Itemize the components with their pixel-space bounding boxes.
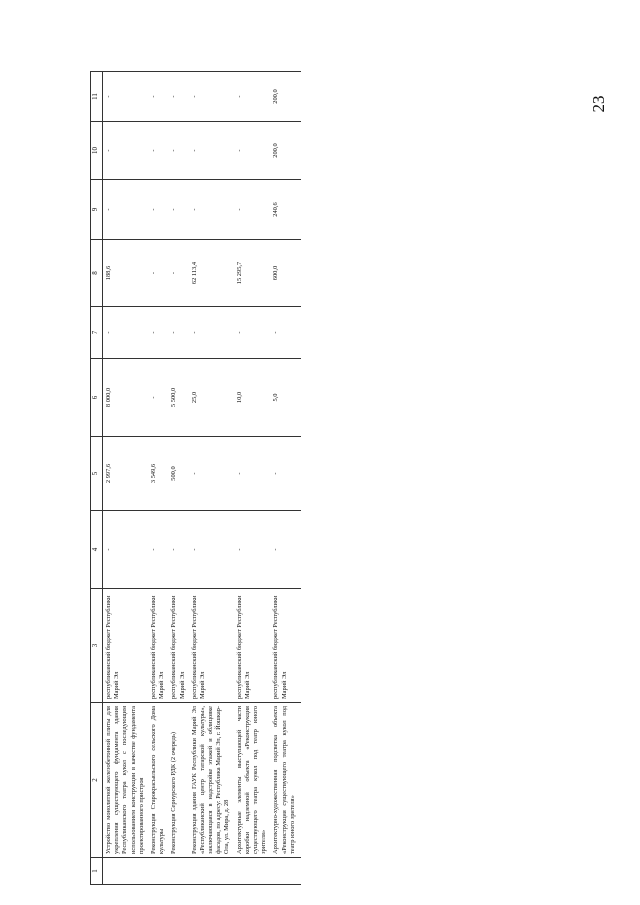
value-cell: 500,0 bbox=[170, 437, 190, 511]
value-cell: - bbox=[191, 180, 236, 240]
column-header: 11 bbox=[91, 72, 103, 122]
funding-source-cell: республиканский бюджет Республики Марий Эл bbox=[191, 589, 236, 703]
value-cell: 240,6 bbox=[272, 180, 301, 240]
value-cell: - bbox=[236, 180, 273, 240]
value-cell: 2 997,6 bbox=[103, 437, 150, 511]
column-header: 8 bbox=[91, 240, 103, 307]
budget-table bbox=[90, 71, 301, 885]
funding-source-cell: республиканский бюджет Республики Марий Эл bbox=[236, 589, 273, 703]
value-cell: - bbox=[236, 437, 273, 511]
table-container bbox=[90, 72, 523, 885]
value-cell: - bbox=[170, 122, 190, 180]
value-cell: - bbox=[191, 72, 236, 122]
value-cell: - bbox=[170, 180, 190, 240]
value-cell: 200,0 bbox=[272, 72, 301, 122]
value-cell: - bbox=[236, 72, 273, 122]
value-cell: - bbox=[150, 240, 170, 307]
value-cell: - bbox=[103, 72, 150, 122]
object-name-cell: Устройство монолитной железобетонной плиты для укрепления существующего фундамента здания Республиканского театра кукол с последующим использованием конструкции в качестве фундамента проектированного пристроя bbox=[103, 703, 150, 858]
value-cell: 15 295,7 bbox=[236, 240, 273, 307]
column-header: 4 bbox=[91, 511, 103, 589]
page-number: 23 bbox=[589, 95, 608, 113]
column-header: 6 bbox=[91, 359, 103, 437]
value-cell: - bbox=[272, 307, 301, 359]
object-name-cell: Реконструкция Старокрасьяльского сельского Дома культуры bbox=[150, 703, 170, 858]
value-cell: 8 000,0 bbox=[103, 359, 150, 437]
value-cell: - bbox=[191, 307, 236, 359]
value-cell: - bbox=[170, 72, 190, 122]
value-cell: - bbox=[150, 72, 170, 122]
column-header: 2 bbox=[91, 703, 103, 858]
value-cell: - bbox=[150, 122, 170, 180]
row-index-cell bbox=[170, 858, 190, 885]
value-cell: 5,0 bbox=[272, 359, 301, 437]
row-index-cell bbox=[103, 858, 150, 885]
value-cell: - bbox=[170, 307, 190, 359]
row-index-cell bbox=[272, 858, 301, 885]
value-cell: 3 549,6 bbox=[150, 437, 170, 511]
column-header: 7 bbox=[91, 307, 103, 359]
value-cell: 600,0 bbox=[272, 240, 301, 307]
object-name-cell: Реконструкция здания ГАУК Республики Марий Эл «Республиканский центр татарской культуры», заключающаяся в надстройке этажей и облицовке фасадов, по адресу: Республика Марий Эл, г. Йошкар-Ола, ул. Мира, д. 28 bbox=[191, 703, 236, 858]
value-cell: - bbox=[103, 180, 150, 240]
value-cell: 200,0 bbox=[272, 122, 301, 180]
value-cell: - bbox=[103, 122, 150, 180]
value-cell: 188,6 bbox=[103, 240, 150, 307]
value-cell: - bbox=[191, 437, 236, 511]
column-header: 3 bbox=[91, 589, 103, 703]
table-row bbox=[103, 72, 150, 885]
value-cell: - bbox=[272, 437, 301, 511]
table-row bbox=[191, 72, 236, 885]
header-row bbox=[91, 72, 103, 885]
column-header: 10 bbox=[91, 122, 103, 180]
funding-source-cell: республиканский бюджет Республики Марий Эл bbox=[170, 589, 190, 703]
value-cell: - bbox=[150, 511, 170, 589]
value-cell: 62 113,4 bbox=[191, 240, 236, 307]
table-row bbox=[150, 72, 170, 885]
object-name-cell: Реконструкция Сернурского РДК (2 очередь) bbox=[170, 703, 190, 858]
funding-source-cell: республиканский бюджет Республики Марий Эл bbox=[272, 589, 301, 703]
value-cell: - bbox=[150, 359, 170, 437]
value-cell: - bbox=[272, 511, 301, 589]
value-cell: - bbox=[236, 511, 273, 589]
column-header: 9 bbox=[91, 180, 103, 240]
row-index-cell bbox=[191, 858, 236, 885]
value-cell: - bbox=[103, 511, 150, 589]
value-cell: - bbox=[170, 511, 190, 589]
value-cell: - bbox=[103, 307, 150, 359]
table-row bbox=[236, 72, 273, 885]
object-name-cell: Архитектурно-художественная подсветка объекта «Реконструкция существующего театра кукол под театр юного зрителя» bbox=[272, 703, 301, 858]
value-cell: - bbox=[170, 240, 190, 307]
table-row bbox=[272, 72, 301, 885]
value-cell: - bbox=[236, 122, 273, 180]
object-name-cell: Архитектурные элементы выступающей части коробки надземной объекта «Реконструкция существующего театра кукол под театр юного зрителя» bbox=[236, 703, 273, 858]
value-cell: - bbox=[191, 511, 236, 589]
table-row bbox=[170, 72, 190, 885]
column-header: 5 bbox=[91, 437, 103, 511]
value-cell: 10,0 bbox=[236, 359, 273, 437]
value-cell: - bbox=[191, 122, 236, 180]
value-cell: - bbox=[236, 307, 273, 359]
funding-source-cell: республиканский бюджет Республики Марий Эл bbox=[103, 589, 150, 703]
value-cell: 5 500,0 bbox=[170, 359, 190, 437]
value-cell: - bbox=[150, 180, 170, 240]
row-index-cell bbox=[150, 858, 170, 885]
row-index-cell bbox=[236, 858, 273, 885]
value-cell: - bbox=[150, 307, 170, 359]
funding-source-cell: республиканский бюджет Республики Марий Эл bbox=[150, 589, 170, 703]
value-cell: 25,0 bbox=[191, 359, 236, 437]
column-header: 1 bbox=[91, 858, 103, 885]
